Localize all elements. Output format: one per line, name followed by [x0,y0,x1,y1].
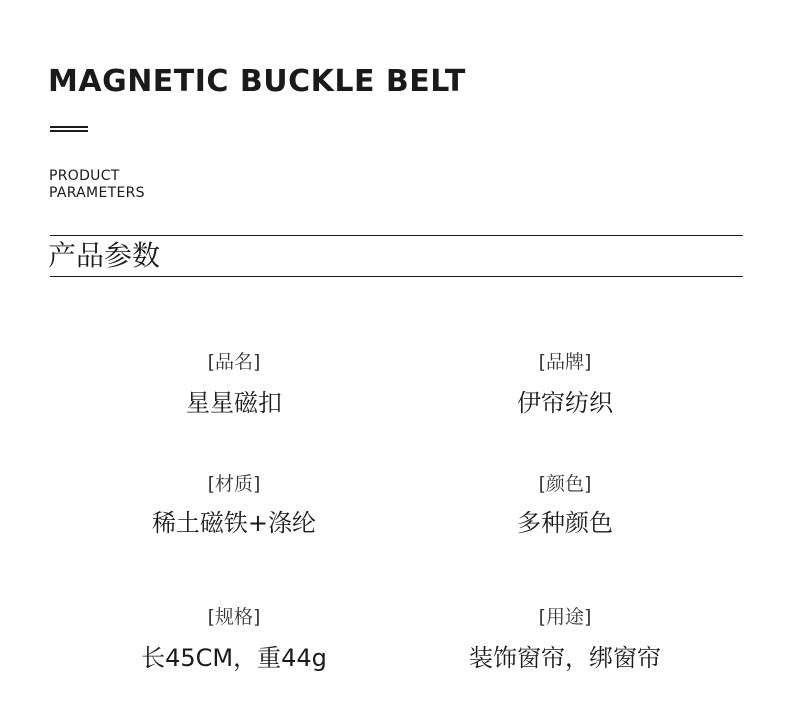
param-label: [规格] [207,606,261,628]
section-heading: 产品参数 [48,239,161,272]
param-value: 装饰窗帘，绑窗帘 [469,644,661,672]
param-value: 长45CM，重44g [141,644,327,672]
param-material [74,472,394,538]
underline-bar-top [50,126,88,128]
param-brand [405,350,725,418]
param-value: 星星磁扣 [186,389,282,417]
param-spec [74,605,394,673]
param-color [405,472,725,538]
param-label: [材质] [207,473,261,495]
subtitle-line-1: PRODUCT [49,168,120,184]
param-value: 伊帘纺织 [517,389,613,417]
param-label: [用途] [538,606,592,628]
underline-bar-bottom [50,130,88,132]
param-name [74,350,394,418]
param-label: [品名] [207,351,261,373]
section-subtitle [49,168,145,202]
param-label: [品牌] [538,351,592,373]
title-underline-mark [50,126,88,134]
param-value: 多种颜色 [517,509,613,537]
param-label: [颜色] [538,473,592,495]
page-title: MAGNETIC BUCKLE BELT [48,64,466,99]
subtitle-line-2: PARAMETERS [49,185,145,201]
param-usage [405,605,725,673]
param-value: 稀土磁铁+涤纶 [151,509,317,537]
heading-divider-bottom [50,276,743,277]
heading-divider-top [50,235,743,236]
